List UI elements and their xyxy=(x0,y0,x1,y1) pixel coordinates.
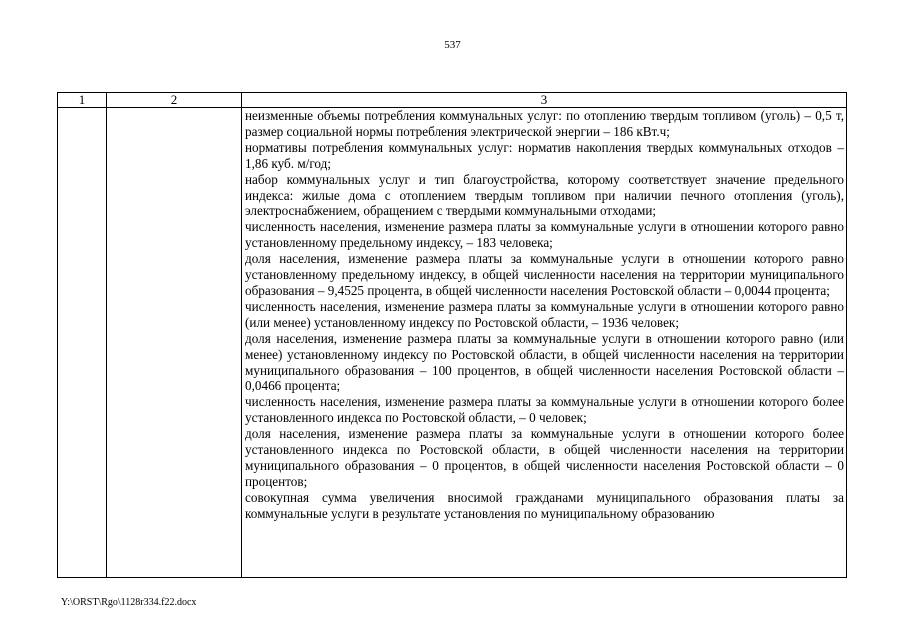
page-number: 537 xyxy=(444,39,461,51)
column-header-1: 1 xyxy=(58,93,107,108)
paragraph: численность населения, изменение размера платы за коммунальные услуги в отношении которого более установленного индекса по Ростовской области, – 0 человек; xyxy=(245,394,844,426)
column-header-3: 3 xyxy=(242,93,847,108)
cell-column-2 xyxy=(107,108,242,578)
table-row xyxy=(58,108,847,578)
paragraph: доля населения, изменение размера платы за коммунальные услуги в отношении которого равно установленному предельному индексу, в общей численности населения на территории муниципального образования – 9,4525 процента, в общей численности населения Ростовской области – 0,0044 процента; xyxy=(245,251,844,298)
paragraph: численность населения, изменение размера платы за коммунальные услуги в отношении которого равно установленному предельному индексу, – 183 человека; xyxy=(245,219,844,251)
table-header-row xyxy=(58,93,847,108)
cell-column-1 xyxy=(58,108,107,578)
paragraph: нормативы потребления коммунальных услуг: норматив накопления твердых коммунальных отходов – 1,86 куб. м/год; xyxy=(245,139,844,171)
cell-text-content xyxy=(242,108,846,577)
column-header-2: 2 xyxy=(107,93,242,108)
cell-column-3 xyxy=(242,108,847,578)
footer-file-path: Y:\ORST\Rgo\1128r334.f22.docx xyxy=(61,597,197,608)
paragraph: численность населения, изменение размера платы за коммунальные услуги в отношении которого равно (или менее) установленному индексу по Ростовской области, – 1936 человек; xyxy=(245,298,844,330)
paragraph: неизменные объемы потребления коммунальных услуг: по отоплению твердым топливом (уголь) – 0,5 т, размер социальной нормы потребления электрической энергии – 186 кВт.ч; xyxy=(245,108,844,139)
paragraph: доля населения, изменение размера платы за коммунальные услуги в отношении которого более установленного индекса по Ростовской области, в общей численности населения на территории муниципального образования – 0 процентов, в общей численности населения Ростовской области – 0 процентов; xyxy=(245,426,844,489)
paragraph: доля населения, изменение размера платы за коммунальные услуги в отношении которого равно (или менее) установленному индексу по Ростовской области, в общей численности населения на территории муниципального образования – 100 процентов, в общей численности населения Ростовской области – 0,0466 процента; xyxy=(245,330,844,394)
document-table xyxy=(57,92,847,578)
paragraph: совокупная сумма увеличения вносимой гражданами муниципального образования платы за коммунальные услуги в результате установления по муниципальному образованию xyxy=(245,489,844,521)
paragraph: набор коммунальных услуг и тип благоустройства, которому соответствует значение предельного индекса: жилые дома с отоплением твердым топливом при наличии печного отопления (уголь), электроснабжением, обращением с твердыми коммунальными отходами; xyxy=(245,171,844,219)
